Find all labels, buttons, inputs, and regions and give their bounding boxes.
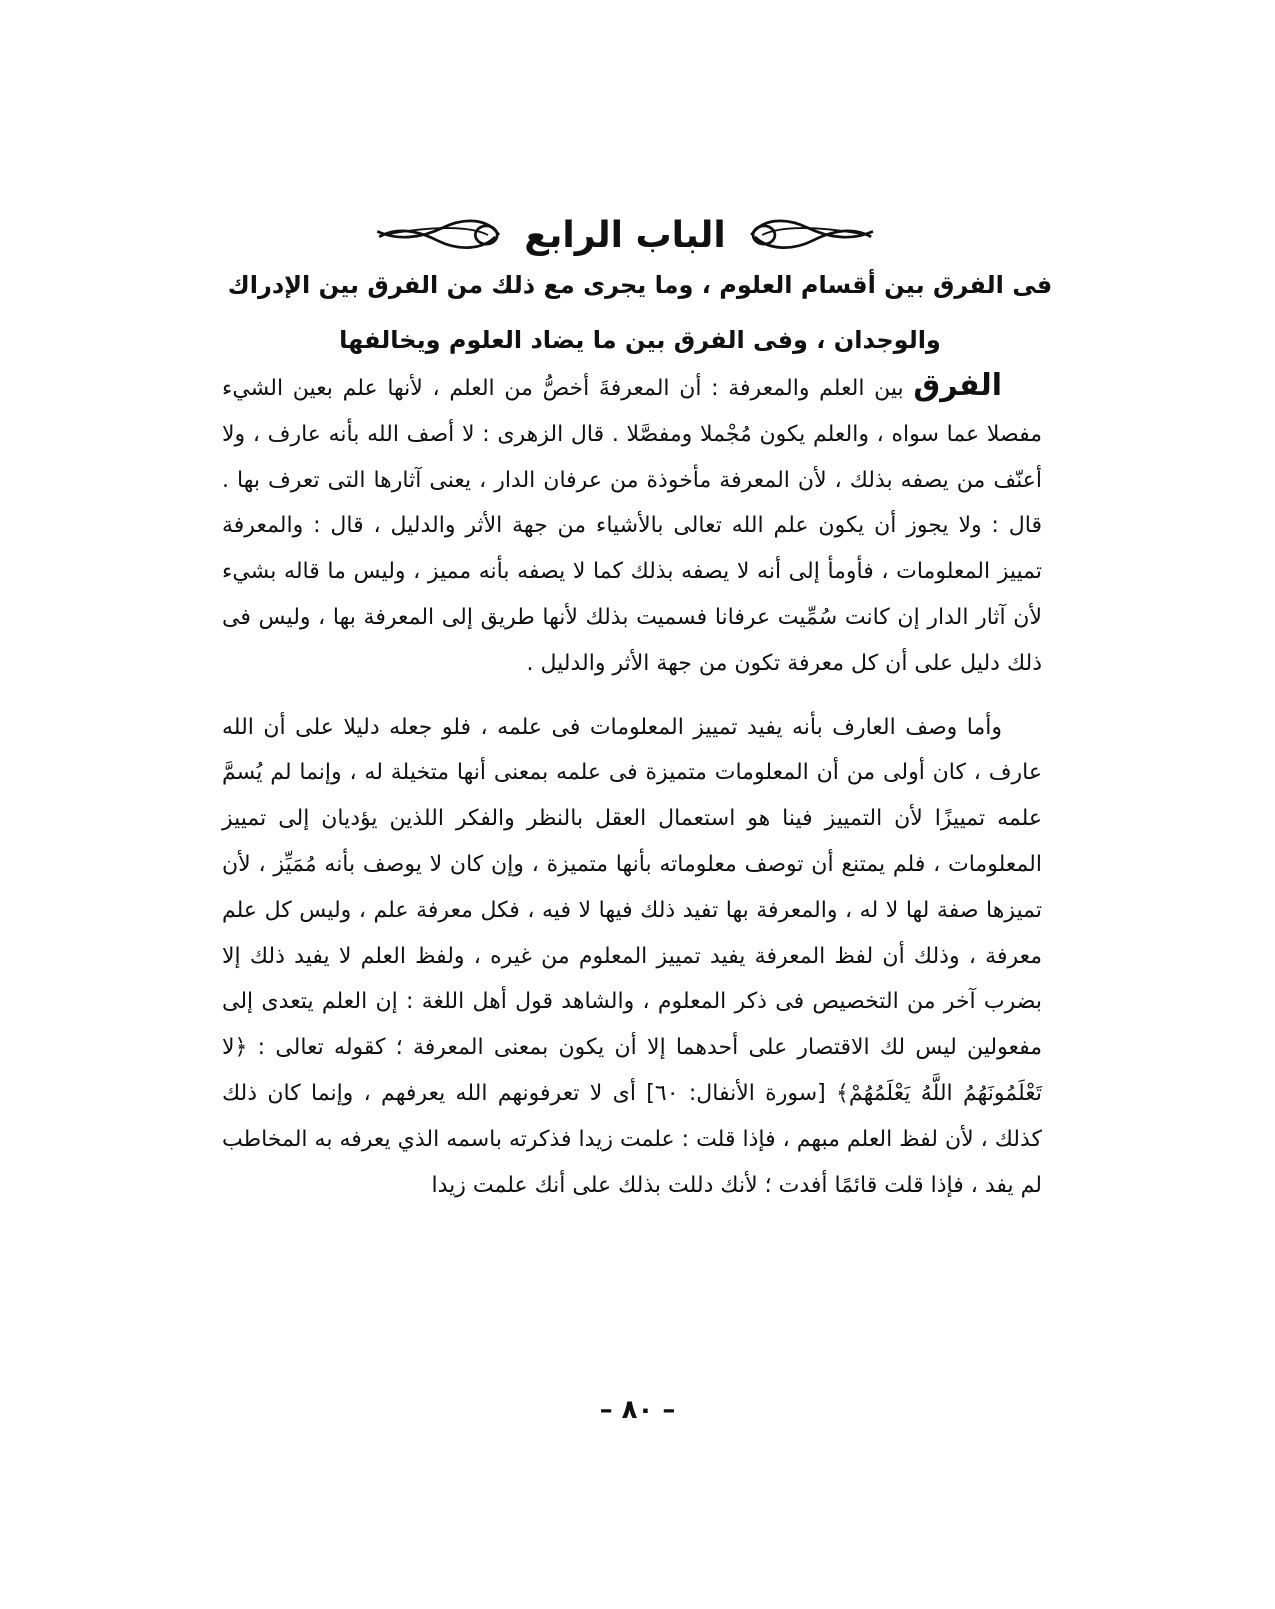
- chapter-heading: [370, 195, 880, 275]
- paragraph-lead-word: الفرق: [913, 368, 1002, 403]
- paragraph-2-text: وأما وصف العارف بأنه يفيد تمييز المعلومات فى علمه ، فلو جعله دليلا على أن الله عارف ، كان أولى من أن المعلومات متميزة فى علمه بمعنى أنها متخيلة له ، وإنما لم يُسمَّ علمه تمييزًا لأن التمييز فينا هو استعمال العقل بالنظر والفكر اللذين يؤديان إلى تمييز المعلومات ، فلم يمتنع أن توصف معلوماته بأنها متميزة ، وإن كان لا يوصف بأنه مُمَيِّز ، لأن تميزها صفة لها لا له ، والمعرفة بها تفيد ذلك فيها لا فيه ، فكل معرفة علم ، وليس كل علم معرفة ، وذلك أن لفظ المعرفة يفيد تمييز المعلوم من غيره ، ولفظ العلم لا يفيد ذلك إلا بضرب آخر من التخصيص فى ذكر المعلوم ، والشاهد قول أهل اللغة : إن العلم يتعدى إلى مفعولين ليس لك الاقتصار على أحدهما إلا أن يكون بمعنى المعرفة ؛ كقوله تعالى : ﴿لا تَعْلَمُونَهُمُ اللَّهُ يَعْلَمُهُمْ﴾ [سورة الأنفال: ٦٠] أى لا تعرفونهم الله يعرفهم ، وإنما كان ذلك كذلك ، لأن لفظ العلم مبهم ، فإذا قلت : علمت زيدا فذكرته باسمه الذي يعرفه به المخاطب لم يفد ، فإذا قلت قائمًا أفدت ؛ لأنك دللت بذلك على أنك علمت زيدا: [221, 714, 1042, 1198]
- paragraph-1-text: بين العلم والمعرفة : أن المعرفةَ أخصُّ من العلم ، لأنها علم بعين الشيء مفصلا عما سواه ، والعلم يكون مُجْملا ومفصَّلا . قال الزهرى : لا أصف الله بأنه عارف ، ولا أعنّف من يصفه بذلك ، لأن المعرفة مأخوذة من عرفان الدار ، يعنى آثارها التى تعرف بها . قال : ولا يجوز أن يكون علم الله تعالى بالأشياء من جهة الأثر والدليل ، قال : والمعرفة تمييز المعلومات ، فأومأ إلى أنه لا يصفه بذلك كما لا يصفه بأنه مميز ، وليس ما قاله بشيء لأن آثار الدار إن كانت سُمِّيت عرفانا فسميت بذلك لأنها طريق إلى المعرفة بها ، وليس فى ذلك دليل على أن كل معرفة تكون من جهة الأثر والدليل .: [222, 376, 1042, 676]
- left-scroll-ornament-icon: [370, 207, 506, 263]
- paragraph-1: [222, 363, 1042, 687]
- paragraph-2: [222, 705, 1042, 1209]
- chapter-title: الباب الرابع: [524, 214, 726, 256]
- right-scroll-ornament-icon: [744, 207, 880, 263]
- chapter-subtitle-line-1: فى الفرق بين أقسام العلوم ، وما يجرى مع ذلك من الفرق بين الإدراك: [227, 271, 1053, 299]
- body-text: [222, 363, 1042, 1208]
- chapter-subtitle-line-2: والوجدان ، وفى الفرق بين ما يضاد العلوم ويخالفها: [339, 326, 941, 354]
- page-number: – ٨٠ –: [599, 1395, 676, 1425]
